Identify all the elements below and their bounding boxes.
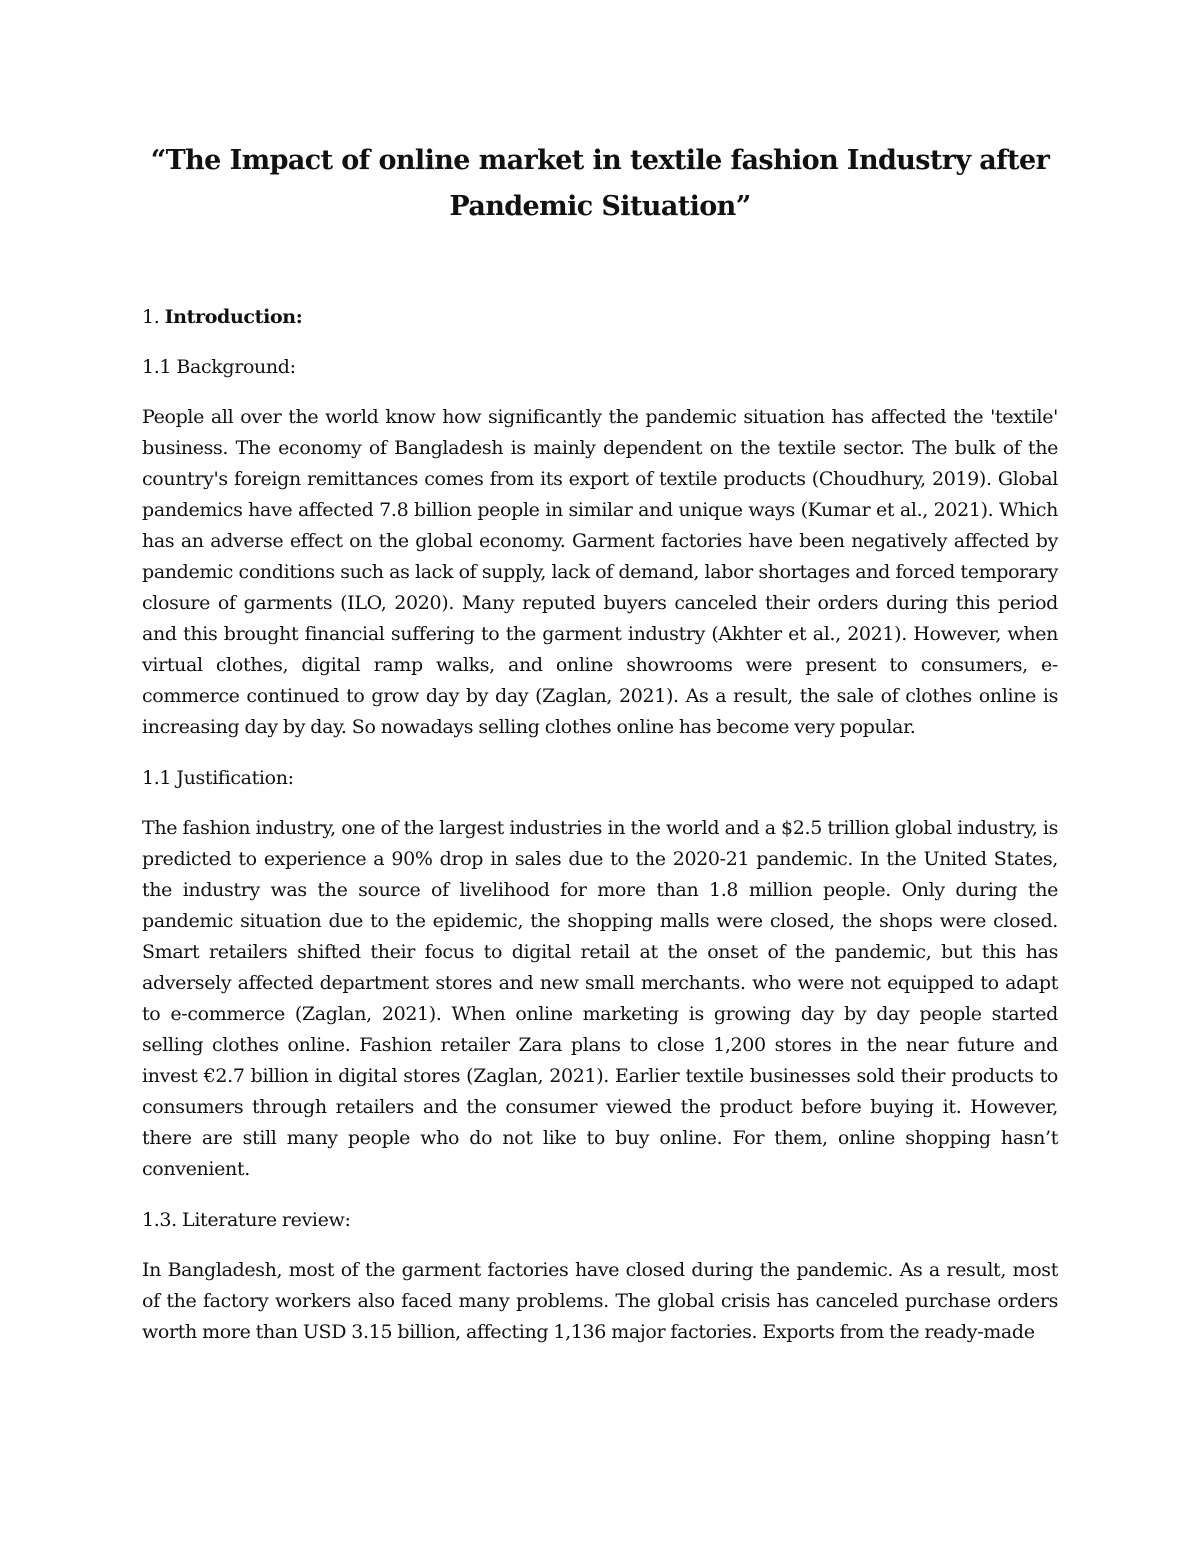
document-body <box>142 302 1058 1368</box>
paragraph-background: People all over the world know how significantly the pandemic situation has affected the 'textile' business. The economy of Bangladesh is mainly dependent on the textile sector. The bulk of the country's foreign remittances comes from its export of textile products (Choudhury, 2019). Global pandemics have affected 7.8 billion people in similar and unique ways (Kumar et al., 2021). Which has an adverse effect on the global economy. Garment factories have been negatively affected by pandemic conditions such as lack of supply, lack of demand, labor shortages and forced temporary closure of garments (ILO, 2020). Many reputed buyers canceled their orders during this period and this brought financial suffering to the garment industry (Akhter et al., 2021). However, when virtual clothes, digital ramp walks, and online showrooms were present to consumers, e-commerce continued to grow day by day (Zaglan, 2021). As a result, the sale of clothes online is increasing day by day. So nowadays selling clothes online has become very popular. <box>142 406 1058 738</box>
subheading-literature-review: 1.3. Literature review: <box>142 1209 351 1231</box>
paragraph-justification: The fashion industry, one of the largest industries in the world and a $2.5 trillion global industry, is predicted to experience a 90% drop in sales due to the 2020-21 pandemic. In the United States, the industry was the source of livelihood for more than 1.8 million people. Only during the pandemic situation due to the epidemic, the shopping malls were closed, the shops were closed. Smart retailers shifted their focus to digital retail at the onset of the pandemic, but this has adversely affected department stores and new small merchants. who were not equipped to adapt to e-commerce (Zaglan, 2021). When online marketing is growing day by day people started selling clothes online. Fashion retailer Zara plans to close 1,200 stores in the near future and invest €2.7 billion in digital stores (Zaglan, 2021). Earlier textile businesses sold their products to consumers through retailers and the consumer viewed the product before buying it. However, there are still many people who do not like to buy online. For them, online shopping hasn’t convenient. <box>142 817 1058 1180</box>
section-label: Introduction: <box>164 306 303 328</box>
subheading-justification: 1.1 Justification: <box>142 767 294 789</box>
subheading-background: 1.1 Background: <box>142 356 296 378</box>
section-number: 1. <box>142 306 165 328</box>
document-title: “The Impact of online market in textile fashion Industry after Pandemic Situation” <box>150 145 1050 222</box>
section-heading-introduction <box>142 302 1058 333</box>
paragraph-literature-review: In Bangladesh, most of the garment factories have closed during the pandemic. As a result, most of the factory workers also faced many problems. The global crisis has canceled purchase orders worth more than USD 3.15 billion, affecting 1,136 major factories. Exports from the ready-made <box>142 1259 1058 1343</box>
